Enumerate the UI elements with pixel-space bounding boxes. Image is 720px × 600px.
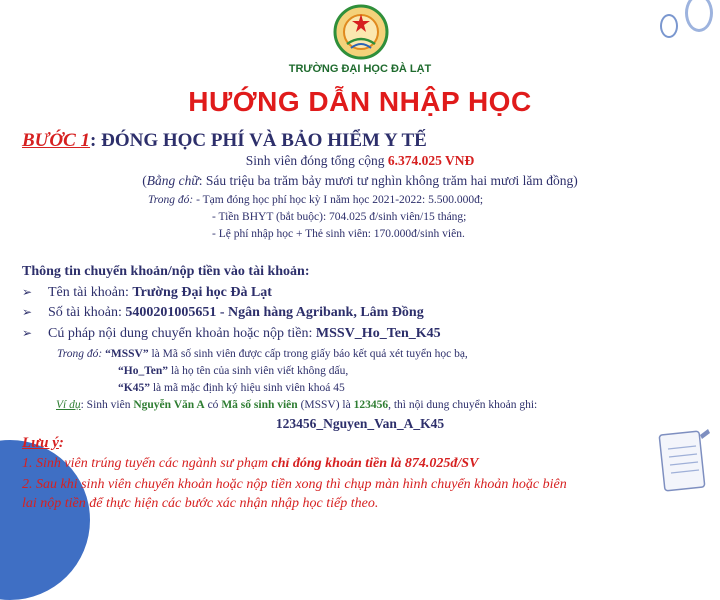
- university-name: TRƯỜNG ĐẠI HỌC ĐÀ LẠT: [288, 63, 432, 75]
- syntax-explain-3: “K45” là mã mặc định ký hiệu sinh viên khoá 45: [118, 382, 345, 394]
- example-label: Ví dụ: [56, 399, 81, 411]
- notes-heading: Lưu ý:: [22, 435, 64, 451]
- page-title: HƯỚNG DẪN NHẬP HỌC: [188, 86, 532, 117]
- step-label: BƯỚC 1: [22, 130, 91, 151]
- arrow-bullet-icon: ➢: [22, 305, 33, 319]
- total-amount: 6.374.025 VNĐ: [387, 153, 475, 168]
- example-line: Ví dụ: Sinh viên Nguyễn Văn A có Mã số sinh viên (MSSV) là 123456, thì nội dung chuyển khoản ghi:: [56, 399, 538, 411]
- decorative-ring-icon: [660, 14, 678, 38]
- total-line: Sinh viên đóng tổng cộng 6.374.025 VNĐ: [245, 153, 475, 168]
- account-number-item: ➢ Số tài khoản: 5400201005651 - Ngân hàng Agribank, Lâm Đồng: [22, 305, 424, 320]
- transfer-syntax-item: ➢ Cú pháp nội dung chuyển khoản hoặc nộp tiền: MSSV_Ho_Ten_K45: [22, 326, 441, 341]
- arrow-bullet-icon: ➢: [22, 326, 33, 340]
- transfer-heading: Thông tin chuyển khoản/nộp tiền vào tài khoản:: [22, 264, 310, 279]
- syntax-explain-1: Trong đó: “MSSV” là Mã số sinh viên được cấp trong giấy báo kết quả xét tuyển học bạ,: [57, 348, 468, 360]
- arrow-bullet-icon: ➢: [22, 285, 33, 299]
- breakdown-line-2: - Tiền BHYT (bắt buộc): 704.025 đ/sinh viên/15 tháng;: [212, 211, 467, 223]
- university-logo: [333, 4, 389, 60]
- example-result: 123456_Nguyen_Van_A_K45: [275, 416, 445, 431]
- amount-in-words: (Bằng chữ: Sáu triệu ba trăm bảy mươi tư nghìn không trăm hai mươi lăm đồng): [142, 173, 578, 188]
- step-text: ĐÓNG HỌC PHÍ VÀ BẢO HIỂM Y TẾ: [96, 130, 427, 151]
- breakdown-line-3: - Lệ phí nhập học + Thẻ sinh viên: 170.000đ/sinh viên.: [212, 228, 465, 240]
- transfer-syntax: MSSV_Ho_Ten_K45: [315, 326, 441, 341]
- breakdown-line-1: Trong đó: - Tạm đóng học phí học kỳ I năm học 2021-2022: 5.500.000đ;: [148, 194, 484, 206]
- note-2-line-1: 2. Sau khi sinh viên chuyển khoản hoặc nộp tiền xong thì chụp màn hình chuyển khoản hoặc biên: [22, 477, 567, 492]
- account-name: Trường Đại học Đà Lạt: [132, 285, 272, 300]
- note-2-line-2: lai nộp tiền để thực hiện các bước xác nhận nhập học tiếp theo.: [22, 496, 379, 511]
- note-1: 1. Sinh viên trúng tuyển các ngành sư phạm chỉ đóng khoản tiền là 874.025đ/SV: [22, 456, 479, 471]
- account-number: 5400201005651 - Ngân hàng Agribank, Lâm Đồng: [125, 305, 424, 320]
- decorative-ring-icon: [685, 0, 713, 32]
- account-name-item: ➢ Tên tài khoản: Trường Đại học Đà Lạt: [22, 285, 272, 300]
- step-heading: BƯỚC 1: ĐÓNG HỌC PHÍ VÀ BẢO HIỂM Y TẾ: [22, 130, 427, 151]
- notepad-icon: [656, 425, 712, 500]
- syntax-explain-2: “Ho_Ten” là họ tên của sinh viên viết không dấu,: [118, 365, 349, 377]
